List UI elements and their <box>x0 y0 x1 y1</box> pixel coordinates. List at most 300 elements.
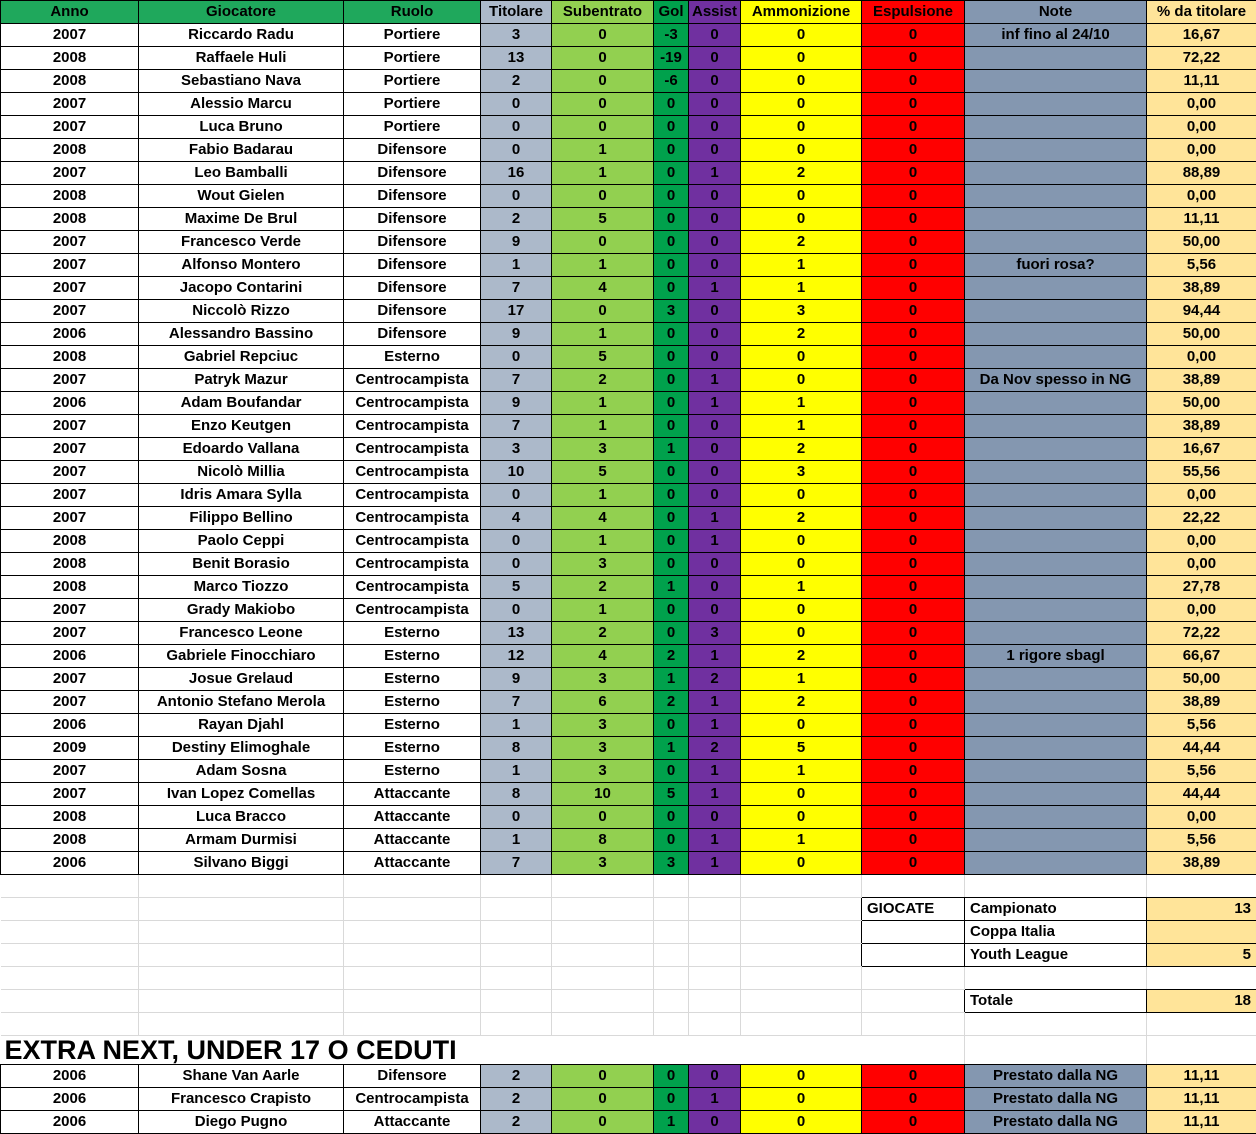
cell-subentrato[interactable]: 1 <box>552 323 654 346</box>
cell-titolare[interactable]: 0 <box>481 530 552 553</box>
cell-titolare[interactable]: 3 <box>481 24 552 47</box>
cell-pct[interactable]: 72,22 <box>1147 622 1256 645</box>
cell-titolare[interactable]: 0 <box>481 806 552 829</box>
empty-cell[interactable] <box>344 967 481 990</box>
empty-cell[interactable] <box>741 875 862 898</box>
empty-cell[interactable] <box>344 875 481 898</box>
cell-ammonizione[interactable]: 0 <box>741 714 862 737</box>
cell-assist[interactable]: 0 <box>689 300 741 323</box>
cell-anno[interactable]: 2006 <box>1 645 139 668</box>
cell-espulsione[interactable]: 0 <box>862 461 965 484</box>
cell-gol[interactable]: 1 <box>654 668 689 691</box>
cell-ammonizione[interactable]: 0 <box>741 622 862 645</box>
cell-ammonizione[interactable]: 2 <box>741 691 862 714</box>
cell-ruolo[interactable]: Portiere <box>344 24 481 47</box>
cell-assist[interactable]: 0 <box>689 93 741 116</box>
cell-titolare[interactable]: 13 <box>481 622 552 645</box>
cell-ammonizione[interactable]: 0 <box>741 1065 862 1088</box>
cell-anno[interactable]: 2007 <box>1 783 139 806</box>
cell-note[interactable]: inf fino al 24/10 <box>965 24 1147 47</box>
cell-gol[interactable]: 0 <box>654 323 689 346</box>
cell-ruolo[interactable]: Difensore <box>344 185 481 208</box>
empty-cell[interactable] <box>481 875 552 898</box>
cell-giocatore[interactable]: Grady Makiobo <box>139 599 344 622</box>
cell-pct[interactable]: 0,00 <box>1147 116 1256 139</box>
cell-gol[interactable]: 0 <box>654 139 689 162</box>
cell-gol[interactable]: 0 <box>654 208 689 231</box>
cell-ammonizione[interactable]: 0 <box>741 530 862 553</box>
cell-subentrato[interactable]: 3 <box>552 714 654 737</box>
cell-titolare[interactable]: 0 <box>481 139 552 162</box>
empty-cell[interactable] <box>552 967 654 990</box>
cell-subentrato[interactable]: 4 <box>552 277 654 300</box>
cell-anno[interactable]: 2007 <box>1 277 139 300</box>
cell-pct[interactable]: 0,00 <box>1147 185 1256 208</box>
cell-giocatore[interactable]: Raffaele Huli <box>139 47 344 70</box>
cell-gol[interactable]: 0 <box>654 369 689 392</box>
cell-giocatore[interactable]: Nicolò Millia <box>139 461 344 484</box>
empty-cell[interactable] <box>965 875 1147 898</box>
column-header-gol[interactable]: Gol <box>654 1 689 24</box>
cell-ruolo[interactable]: Attaccante <box>344 783 481 806</box>
cell-pct[interactable]: 16,67 <box>1147 438 1256 461</box>
cell-ruolo[interactable]: Esterno <box>344 622 481 645</box>
cell-ammonizione[interactable]: 2 <box>741 507 862 530</box>
cell-espulsione[interactable]: 0 <box>862 323 965 346</box>
cell-pct[interactable]: 50,00 <box>1147 323 1256 346</box>
cell-ruolo[interactable]: Centrocampista <box>344 438 481 461</box>
cell-note[interactable] <box>965 162 1147 185</box>
cell-subentrato[interactable]: 3 <box>552 760 654 783</box>
cell-ruolo[interactable]: Attaccante <box>344 806 481 829</box>
empty-cell[interactable] <box>654 944 689 967</box>
empty-cell[interactable] <box>654 967 689 990</box>
cell-titolare[interactable]: 1 <box>481 254 552 277</box>
empty-cell[interactable] <box>1 967 139 990</box>
cell-gol[interactable]: 5 <box>654 783 689 806</box>
cell-espulsione[interactable]: 0 <box>862 553 965 576</box>
cell-gol[interactable]: 2 <box>654 645 689 668</box>
cell-gol[interactable]: 0 <box>654 162 689 185</box>
cell-pct[interactable]: 11,11 <box>1147 1111 1256 1134</box>
cell-ammonizione[interactable]: 2 <box>741 162 862 185</box>
empty-cell[interactable] <box>481 898 552 921</box>
empty-cell[interactable] <box>654 875 689 898</box>
cell-assist[interactable]: 0 <box>689 461 741 484</box>
cell-ammonizione[interactable]: 1 <box>741 668 862 691</box>
cell-giocatore[interactable]: Paolo Ceppi <box>139 530 344 553</box>
cell-giocatore[interactable]: Jacopo Contarini <box>139 277 344 300</box>
cell-espulsione[interactable]: 0 <box>862 254 965 277</box>
empty-cell[interactable] <box>741 898 862 921</box>
cell-note[interactable]: fuori rosa? <box>965 254 1147 277</box>
cell-gol[interactable]: 3 <box>654 300 689 323</box>
empty-cell[interactable] <box>689 921 741 944</box>
cell-ammonizione[interactable]: 2 <box>741 231 862 254</box>
cell-ammonizione[interactable]: 5 <box>741 737 862 760</box>
extra-section-title[interactable]: EXTRA NEXT, UNDER 17 O CEDUTI <box>1 1036 965 1065</box>
cell-ammonizione[interactable]: 0 <box>741 208 862 231</box>
cell-ruolo[interactable]: Esterno <box>344 737 481 760</box>
cell-titolare[interactable]: 0 <box>481 553 552 576</box>
cell-gol[interactable]: 0 <box>654 1065 689 1088</box>
cell-anno[interactable]: 2007 <box>1 461 139 484</box>
cell-note[interactable] <box>965 530 1147 553</box>
cell-subentrato[interactable]: 1 <box>552 530 654 553</box>
cell-giocatore[interactable]: Edoardo Vallana <box>139 438 344 461</box>
cell-titolare[interactable]: 0 <box>481 93 552 116</box>
column-header-subentrato[interactable]: Subentrato <box>552 1 654 24</box>
cell-gol[interactable]: 0 <box>654 484 689 507</box>
cell-pct[interactable]: 0,00 <box>1147 530 1256 553</box>
cell-pct[interactable]: 38,89 <box>1147 415 1256 438</box>
cell-titolare[interactable]: 7 <box>481 369 552 392</box>
cell-gol[interactable]: 0 <box>654 760 689 783</box>
cell-assist[interactable]: 1 <box>689 691 741 714</box>
cell-pct[interactable]: 16,67 <box>1147 24 1256 47</box>
cell-espulsione[interactable]: 0 <box>862 277 965 300</box>
cell-anno[interactable]: 2006 <box>1 1065 139 1088</box>
empty-cell[interactable] <box>344 944 481 967</box>
cell-assist[interactable]: 1 <box>689 1088 741 1111</box>
cell-assist[interactable]: 0 <box>689 1111 741 1134</box>
cell-subentrato[interactable]: 1 <box>552 415 654 438</box>
cell-subentrato[interactable]: 5 <box>552 461 654 484</box>
cell-ammonizione[interactable]: 0 <box>741 93 862 116</box>
cell-anno[interactable]: 2007 <box>1 300 139 323</box>
cell-anno[interactable]: 2008 <box>1 346 139 369</box>
cell-pct[interactable]: 5,56 <box>1147 829 1256 852</box>
cell-gol[interactable]: 2 <box>654 691 689 714</box>
empty-cell[interactable] <box>481 1013 552 1036</box>
cell-note[interactable] <box>965 553 1147 576</box>
totale-label[interactable]: Totale <box>965 990 1147 1013</box>
cell-ammonizione[interactable]: 0 <box>741 185 862 208</box>
cell-assist[interactable]: 0 <box>689 1065 741 1088</box>
cell-espulsione[interactable]: 0 <box>862 530 965 553</box>
cell-note[interactable]: Prestato dalla NG <box>965 1111 1147 1134</box>
cell-pct[interactable]: 11,11 <box>1147 1088 1256 1111</box>
cell-titolare[interactable]: 4 <box>481 507 552 530</box>
cell-note[interactable] <box>965 461 1147 484</box>
cell-ruolo[interactable]: Centrocampista <box>344 369 481 392</box>
cell-ammonizione[interactable]: 0 <box>741 484 862 507</box>
cell-subentrato[interactable]: 3 <box>552 852 654 875</box>
cell-titolare[interactable]: 3 <box>481 438 552 461</box>
cell-espulsione[interactable]: 0 <box>862 392 965 415</box>
cell-espulsione[interactable]: 0 <box>862 47 965 70</box>
cell-espulsione[interactable]: 0 <box>862 829 965 852</box>
cell-pct[interactable]: 27,78 <box>1147 576 1256 599</box>
cell-assist[interactable]: 1 <box>689 507 741 530</box>
cell-ammonizione[interactable]: 1 <box>741 392 862 415</box>
cell-giocatore[interactable]: Destiny Elimoghale <box>139 737 344 760</box>
cell-ammonizione[interactable]: 2 <box>741 323 862 346</box>
cell-subentrato[interactable]: 1 <box>552 599 654 622</box>
cell-ruolo[interactable]: Esterno <box>344 691 481 714</box>
cell-espulsione[interactable]: 0 <box>862 185 965 208</box>
empty-cell[interactable] <box>139 1013 344 1036</box>
cell-espulsione[interactable]: 0 <box>862 760 965 783</box>
cell-titolare[interactable]: 0 <box>481 484 552 507</box>
cell-anno[interactable]: 2008 <box>1 208 139 231</box>
cell-ammonizione[interactable]: 0 <box>741 852 862 875</box>
cell-assist[interactable]: 0 <box>689 24 741 47</box>
cell-ruolo[interactable]: Difensore <box>344 277 481 300</box>
cell-subentrato[interactable]: 10 <box>552 783 654 806</box>
cell-ruolo[interactable]: Portiere <box>344 93 481 116</box>
cell-titolare[interactable]: 9 <box>481 231 552 254</box>
empty-cell[interactable] <box>741 1013 862 1036</box>
cell-subentrato[interactable]: 1 <box>552 392 654 415</box>
cell-note[interactable] <box>965 47 1147 70</box>
empty-cell[interactable] <box>654 990 689 1013</box>
cell-pct[interactable]: 5,56 <box>1147 714 1256 737</box>
cell-espulsione[interactable]: 0 <box>862 576 965 599</box>
empty-cell[interactable] <box>741 944 862 967</box>
cell-titolare[interactable]: 7 <box>481 852 552 875</box>
cell-titolare[interactable]: 0 <box>481 346 552 369</box>
cell-gol[interactable]: 0 <box>654 231 689 254</box>
cell-ammonizione[interactable]: 0 <box>741 116 862 139</box>
cell-pct[interactable]: 0,00 <box>1147 599 1256 622</box>
cell-espulsione[interactable]: 0 <box>862 24 965 47</box>
cell-note[interactable] <box>965 277 1147 300</box>
cell-titolare[interactable]: 2 <box>481 1088 552 1111</box>
cell-note[interactable] <box>965 668 1147 691</box>
cell-espulsione[interactable]: 0 <box>862 668 965 691</box>
cell-note[interactable] <box>965 760 1147 783</box>
cell-titolare[interactable]: 9 <box>481 392 552 415</box>
cell-ammonizione[interactable]: 2 <box>741 438 862 461</box>
cell-ruolo[interactable]: Attaccante <box>344 829 481 852</box>
giocate-header-spacer[interactable] <box>862 921 965 944</box>
empty-cell[interactable] <box>741 921 862 944</box>
cell-pct[interactable]: 72,22 <box>1147 47 1256 70</box>
empty-cell[interactable] <box>1147 967 1256 990</box>
empty-cell[interactable] <box>344 990 481 1013</box>
giocate-header-spacer[interactable] <box>862 944 965 967</box>
cell-assist[interactable]: 0 <box>689 139 741 162</box>
cell-assist[interactable]: 1 <box>689 829 741 852</box>
cell-ammonizione[interactable]: 0 <box>741 1111 862 1134</box>
cell-subentrato[interactable]: 2 <box>552 622 654 645</box>
cell-ruolo[interactable]: Difensore <box>344 1065 481 1088</box>
cell-note[interactable]: Prestato dalla NG <box>965 1065 1147 1088</box>
empty-cell[interactable] <box>654 898 689 921</box>
empty-cell[interactable] <box>689 1013 741 1036</box>
cell-ammonizione[interactable]: 3 <box>741 300 862 323</box>
cell-gol[interactable]: 1 <box>654 1111 689 1134</box>
cell-note[interactable] <box>965 93 1147 116</box>
cell-anno[interactable]: 2008 <box>1 185 139 208</box>
giocate-value-campionato[interactable]: 13 <box>1147 898 1256 921</box>
empty-cell[interactable] <box>1147 1036 1256 1065</box>
cell-espulsione[interactable]: 0 <box>862 484 965 507</box>
cell-assist[interactable]: 0 <box>689 438 741 461</box>
cell-assist[interactable]: 2 <box>689 668 741 691</box>
cell-espulsione[interactable]: 0 <box>862 852 965 875</box>
cell-pct[interactable]: 50,00 <box>1147 668 1256 691</box>
column-header-pct[interactable]: % da titolare <box>1147 1 1256 24</box>
cell-gol[interactable]: 1 <box>654 438 689 461</box>
empty-cell[interactable] <box>552 921 654 944</box>
cell-giocatore[interactable]: Silvano Biggi <box>139 852 344 875</box>
cell-subentrato[interactable]: 0 <box>552 116 654 139</box>
empty-cell[interactable] <box>654 921 689 944</box>
empty-cell[interactable] <box>862 990 965 1013</box>
cell-gol[interactable]: 0 <box>654 116 689 139</box>
cell-assist[interactable]: 2 <box>689 737 741 760</box>
cell-subentrato[interactable]: 0 <box>552 47 654 70</box>
cell-espulsione[interactable]: 0 <box>862 1065 965 1088</box>
cell-gol[interactable]: 3 <box>654 852 689 875</box>
giocate-label-campionato[interactable]: Campionato <box>965 898 1147 921</box>
cell-espulsione[interactable]: 0 <box>862 622 965 645</box>
cell-espulsione[interactable]: 0 <box>862 783 965 806</box>
cell-titolare[interactable]: 2 <box>481 70 552 93</box>
cell-note[interactable] <box>965 208 1147 231</box>
cell-assist[interactable]: 0 <box>689 346 741 369</box>
empty-cell[interactable] <box>481 921 552 944</box>
cell-subentrato[interactable]: 0 <box>552 1065 654 1088</box>
cell-giocatore[interactable]: Patryk Mazur <box>139 369 344 392</box>
cell-giocatore[interactable]: Wout Gielen <box>139 185 344 208</box>
cell-giocatore[interactable]: Armam Durmisi <box>139 829 344 852</box>
cell-ammonizione[interactable]: 0 <box>741 346 862 369</box>
empty-cell[interactable] <box>689 898 741 921</box>
column-header-note[interactable]: Note <box>965 1 1147 24</box>
cell-assist[interactable]: 0 <box>689 47 741 70</box>
cell-giocatore[interactable]: Francesco Verde <box>139 231 344 254</box>
cell-giocatore[interactable]: Ivan Lopez Comellas <box>139 783 344 806</box>
cell-giocatore[interactable]: Leo Bamballi <box>139 162 344 185</box>
cell-ruolo[interactable]: Difensore <box>344 323 481 346</box>
cell-pct[interactable]: 94,44 <box>1147 300 1256 323</box>
cell-pct[interactable]: 0,00 <box>1147 139 1256 162</box>
cell-assist[interactable]: 0 <box>689 553 741 576</box>
cell-espulsione[interactable]: 0 <box>862 208 965 231</box>
column-header-espulsione[interactable]: Espulsione <box>862 1 965 24</box>
cell-gol[interactable]: -3 <box>654 24 689 47</box>
cell-pct[interactable]: 11,11 <box>1147 208 1256 231</box>
cell-assist[interactable]: 0 <box>689 254 741 277</box>
cell-giocatore[interactable]: Antonio Stefano Merola <box>139 691 344 714</box>
cell-titolare[interactable]: 17 <box>481 300 552 323</box>
cell-anno[interactable]: 2008 <box>1 139 139 162</box>
cell-pct[interactable]: 88,89 <box>1147 162 1256 185</box>
empty-cell[interactable] <box>965 967 1147 990</box>
cell-titolare[interactable]: 1 <box>481 714 552 737</box>
cell-gol[interactable]: 0 <box>654 461 689 484</box>
cell-titolare[interactable]: 7 <box>481 415 552 438</box>
empty-cell[interactable] <box>344 921 481 944</box>
cell-subentrato[interactable]: 0 <box>552 231 654 254</box>
cell-anno[interactable]: 2007 <box>1 760 139 783</box>
cell-titolare[interactable]: 10 <box>481 461 552 484</box>
cell-pct[interactable]: 0,00 <box>1147 346 1256 369</box>
cell-pct[interactable]: 66,67 <box>1147 645 1256 668</box>
empty-cell[interactable] <box>552 990 654 1013</box>
cell-espulsione[interactable]: 0 <box>862 369 965 392</box>
empty-cell[interactable] <box>139 944 344 967</box>
cell-giocatore[interactable]: Adam Sosna <box>139 760 344 783</box>
cell-ammonizione[interactable]: 0 <box>741 806 862 829</box>
empty-cell[interactable] <box>552 898 654 921</box>
cell-ruolo[interactable]: Difensore <box>344 208 481 231</box>
cell-assist[interactable]: 0 <box>689 231 741 254</box>
empty-cell[interactable] <box>689 967 741 990</box>
cell-ruolo[interactable]: Difensore <box>344 139 481 162</box>
cell-subentrato[interactable]: 6 <box>552 691 654 714</box>
cell-gol[interactable]: 0 <box>654 392 689 415</box>
cell-titolare[interactable]: 16 <box>481 162 552 185</box>
cell-gol[interactable]: -19 <box>654 47 689 70</box>
cell-giocatore[interactable]: Alessandro Bassino <box>139 323 344 346</box>
cell-assist[interactable]: 0 <box>689 116 741 139</box>
cell-gol[interactable]: 0 <box>654 254 689 277</box>
cell-ammonizione[interactable]: 0 <box>741 599 862 622</box>
cell-pct[interactable]: 38,89 <box>1147 369 1256 392</box>
cell-anno[interactable]: 2007 <box>1 415 139 438</box>
empty-cell[interactable] <box>552 1013 654 1036</box>
cell-ruolo[interactable]: Centrocampista <box>344 1088 481 1111</box>
cell-ruolo[interactable]: Difensore <box>344 254 481 277</box>
cell-titolare[interactable]: 2 <box>481 1111 552 1134</box>
cell-gol[interactable]: 0 <box>654 553 689 576</box>
cell-espulsione[interactable]: 0 <box>862 645 965 668</box>
cell-gol[interactable]: -6 <box>654 70 689 93</box>
cell-pct[interactable]: 55,56 <box>1147 461 1256 484</box>
cell-titolare[interactable]: 1 <box>481 760 552 783</box>
cell-subentrato[interactable]: 5 <box>552 346 654 369</box>
cell-assist[interactable]: 0 <box>689 806 741 829</box>
cell-giocatore[interactable]: Josue Grelaud <box>139 668 344 691</box>
cell-ruolo[interactable]: Difensore <box>344 300 481 323</box>
empty-cell[interactable] <box>689 990 741 1013</box>
cell-anno[interactable]: 2008 <box>1 530 139 553</box>
cell-gol[interactable]: 0 <box>654 1088 689 1111</box>
cell-ammonizione[interactable]: 1 <box>741 829 862 852</box>
cell-note[interactable] <box>965 737 1147 760</box>
cell-ammonizione[interactable]: 0 <box>741 70 862 93</box>
cell-ruolo[interactable]: Centrocampista <box>344 484 481 507</box>
cell-pct[interactable]: 38,89 <box>1147 277 1256 300</box>
cell-assist[interactable]: 0 <box>689 208 741 231</box>
cell-assist[interactable]: 0 <box>689 576 741 599</box>
cell-titolare[interactable]: 5 <box>481 576 552 599</box>
cell-giocatore[interactable]: Sebastiano Nava <box>139 70 344 93</box>
cell-gol[interactable]: 0 <box>654 530 689 553</box>
cell-note[interactable]: Da Nov spesso in NG <box>965 369 1147 392</box>
cell-ammonizione[interactable]: 1 <box>741 415 862 438</box>
cell-ruolo[interactable]: Centrocampista <box>344 507 481 530</box>
cell-gol[interactable]: 0 <box>654 185 689 208</box>
cell-note[interactable] <box>965 231 1147 254</box>
cell-titolare[interactable]: 2 <box>481 208 552 231</box>
empty-cell[interactable] <box>481 990 552 1013</box>
empty-cell[interactable] <box>344 1013 481 1036</box>
cell-titolare[interactable]: 7 <box>481 277 552 300</box>
cell-note[interactable] <box>965 599 1147 622</box>
cell-gol[interactable]: 0 <box>654 599 689 622</box>
cell-gol[interactable]: 0 <box>654 806 689 829</box>
cell-anno[interactable]: 2008 <box>1 806 139 829</box>
cell-subentrato[interactable]: 0 <box>552 300 654 323</box>
cell-subentrato[interactable]: 2 <box>552 369 654 392</box>
cell-ammonizione[interactable]: 0 <box>741 139 862 162</box>
empty-cell[interactable] <box>1 898 139 921</box>
